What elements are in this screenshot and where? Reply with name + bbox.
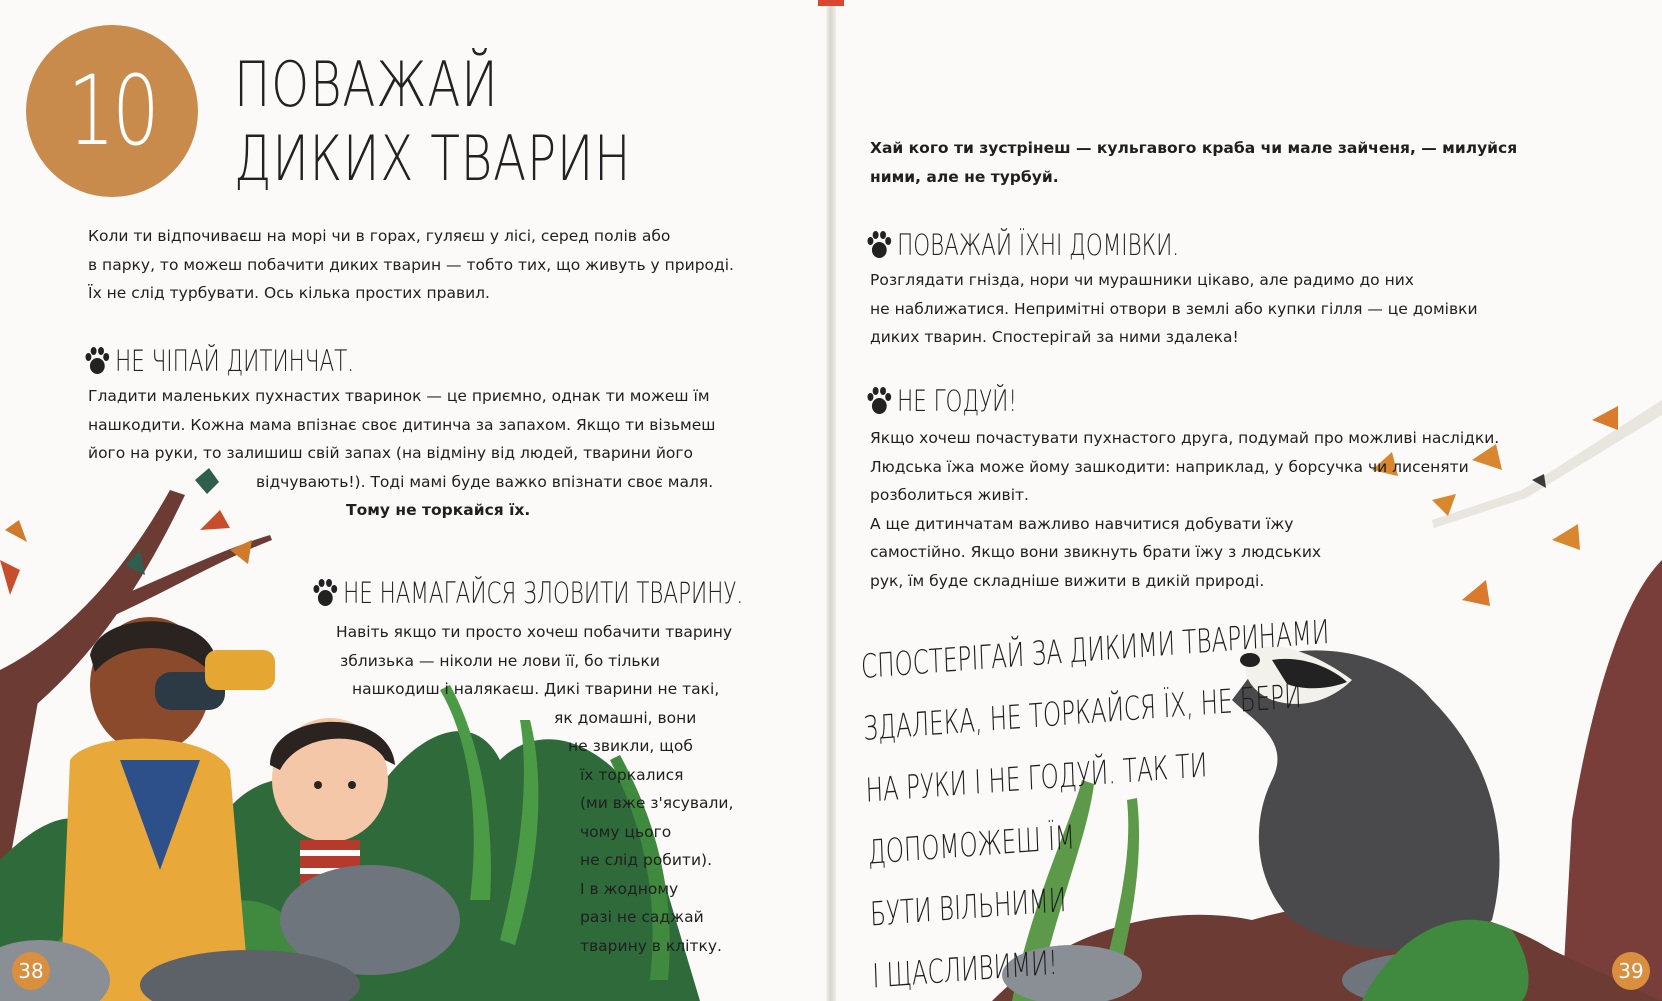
text-line: як домашні, вони [554, 708, 697, 727]
text-line: розболиться живіт. [870, 486, 1029, 504]
left-page [0, 0, 828, 1001]
chapter-number: 10 [67, 55, 157, 167]
text-line: ними, але не турбуй. [870, 167, 1059, 186]
slogan [860, 601, 1342, 1001]
text-line: Хай кого ти зустрінеш — кульгавого краба чи мале зайченя, — милуйся [870, 139, 1518, 157]
intro-paragraph [88, 222, 734, 308]
section-heading-text: ПОВАЖАЙ ЇХНІ ДОМІВКИ. [897, 228, 1180, 262]
section-heading [866, 228, 1179, 262]
slogan-line: БУТИ ВІЛЬНИМИ [869, 879, 1067, 934]
section-heading-text: НЕ ЧІПАЙ ДИТИНЧАТ. [115, 344, 355, 378]
text-line: тварину в клітку. [580, 936, 722, 955]
section-body [870, 266, 1478, 352]
section-heading [312, 576, 743, 610]
paw-icon [866, 230, 893, 260]
section-heading-text: НЕ НАМАГАЙСЯ ЗЛОВИТИ ТВАРИНУ. [343, 576, 744, 610]
paw-icon [866, 386, 893, 416]
text-line: Коли ти відпочиваєш на морі чи в горах, гуляєш у лісі, серед полів або [88, 227, 671, 245]
slogan-line: НА РУКИ І НЕ ГОДУЙ. ТАК ТИ [864, 745, 1208, 810]
paw-icon [84, 346, 111, 376]
text-line: рук, їм буде складніше вижити в дикій природі. [870, 571, 1265, 590]
text-line: Людська їжа може йому зашкодити: наприклад, у борсучка чи лисеняти [870, 457, 1469, 476]
paw-icon [312, 578, 339, 608]
text-line: його на руки, то залишиш свій запах (на відміну від людей, тварини його [88, 444, 694, 462]
page-number-text: 38 [18, 959, 44, 983]
slogan-line: СПОСТЕРІГАЙ ЗА ДИКИМИ ТВАРИНАМИ [860, 611, 1330, 686]
text-line: відчувають!). Тоді мамі буде важко впізнати своє маля. [256, 472, 714, 491]
text-line: разі не саджай [580, 908, 704, 926]
section-heading [866, 384, 1017, 418]
chapter-number-badge [26, 25, 198, 197]
text-line: чому цього [580, 822, 672, 841]
text-line: не слід робити). [580, 851, 713, 869]
section-body [870, 424, 1499, 595]
emphasis-line: Тому не торкайся їх. [346, 501, 531, 519]
title-line: ДИКИХ ТВАРИН [234, 122, 632, 195]
section-heading-text: НЕ ГОДУЙ! [897, 384, 1017, 418]
text-line: Їх не слід турбувати. Ось кілька простих правил. [88, 284, 490, 302]
title-line: ПОВАЖАЙ [234, 48, 499, 121]
text-line: нашкодити. Кожна мама впізнає своє дитинча за запахом. Якщо ти візьмеш [88, 415, 716, 434]
text-line: І в жодному [580, 879, 679, 898]
text-line: самостійно. Якщо вони звикнуть брати їжу з людських [870, 543, 1322, 561]
section-body [88, 382, 715, 525]
text-line: (ми вже з'ясували, [580, 794, 734, 812]
text-line: А ще дитинчатам важливо навчитися добувати їжу [870, 514, 1294, 533]
text-line: Якщо хочеш почастувати пухнастого друга, подумай про можливі наслідки. [870, 429, 1500, 447]
text-line: Розглядати гнізда, нори чи мурашники цікаво, але радимо до них [870, 271, 1414, 289]
text-line: Навіть якщо ти просто хочеш побачити тварину [336, 623, 733, 641]
text-line: в парку, то можеш побачити диких тварин — тобто тих, що живуть у природі. [88, 255, 734, 274]
text-line: не звикли, щоб [568, 737, 693, 755]
text-line: диких тварин. Спостерігай за ними здалека! [870, 328, 1239, 346]
page-number-text: 39 [1618, 959, 1644, 983]
page-title [234, 48, 631, 196]
book-spine [826, 0, 836, 1001]
text-line: зблизька — ніколи не лови її, бо тільки [340, 651, 660, 670]
bookmark-ribbon [818, 0, 844, 6]
intro-paragraph [870, 134, 1517, 191]
slogan-line: ДОПОМОЖЕШ ЇМ [867, 817, 1076, 872]
section-heading [84, 344, 354, 378]
page-number [1612, 952, 1650, 990]
text-line: не наближатися. Непримітні отвори в землі або купки гілля — це домівки [870, 299, 1478, 318]
slogan-line: ЗДАЛЕКА, НЕ ТОРКАЙСЯ ЇХ, НЕ БЕРИ [862, 676, 1303, 748]
section-body [336, 618, 733, 960]
text-line: їх торкалися [580, 765, 684, 784]
text-line: Гладити маленьких пухнастих тваринок — це приємно, однак ти можеш їм [88, 387, 710, 405]
text-line: нашкодиш і налякаєш. Дикі тварини не такі, [352, 680, 720, 698]
right-page [832, 0, 1662, 1001]
slogan-line: І ЩАСЛИВИМИ! [871, 942, 1059, 996]
page-number [12, 952, 50, 990]
